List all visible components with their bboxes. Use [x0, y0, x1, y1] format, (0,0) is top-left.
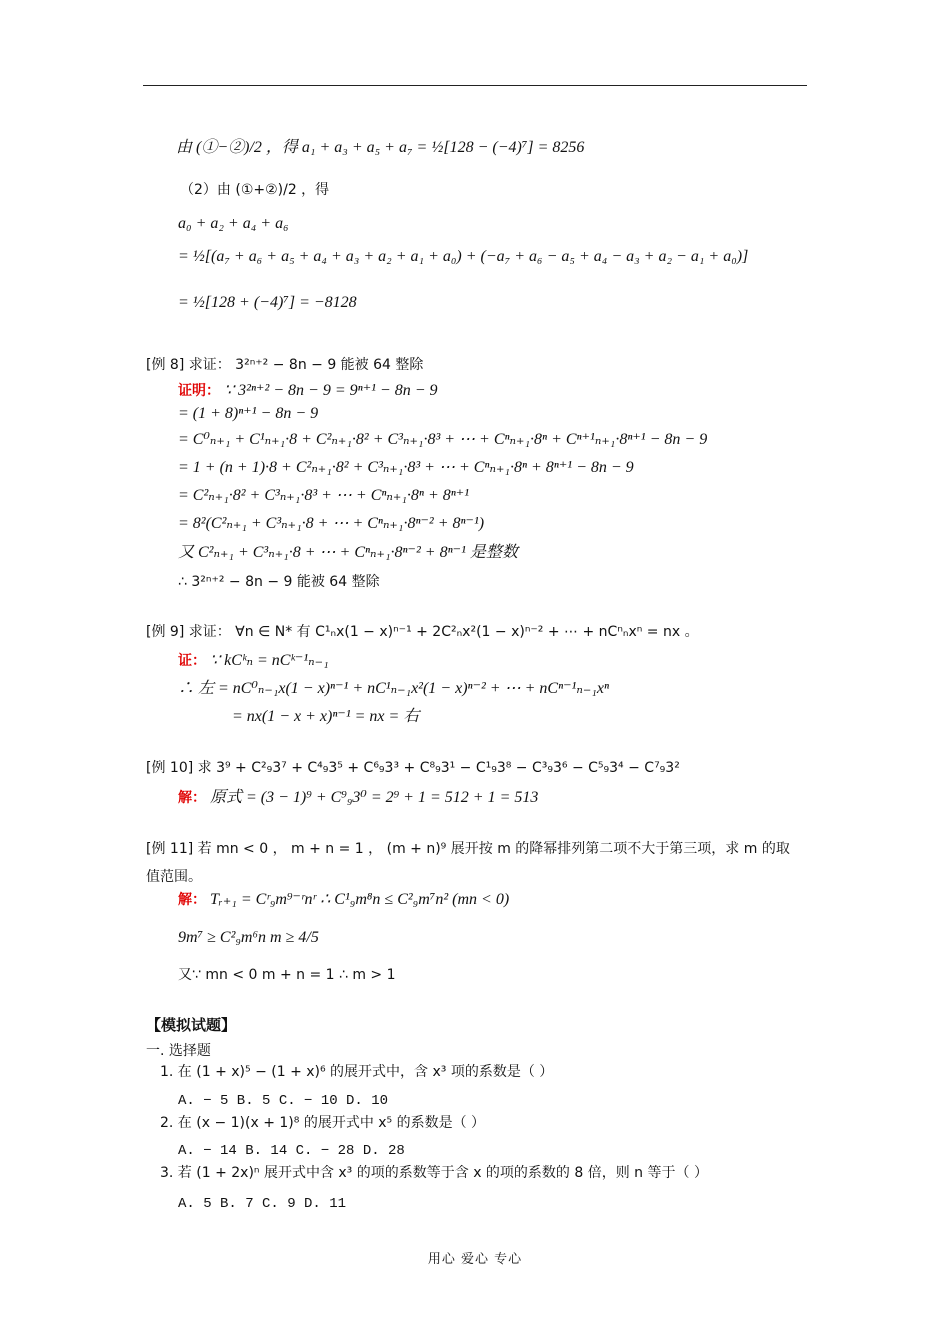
line-text: A. 5 B. 7 C. 9 D. 11	[178, 1196, 347, 1212]
line-text: a₀ + a₂ + a₄ + a₆	[178, 215, 289, 232]
doc-line-l20	[178, 787, 538, 808]
doc-line-l16	[178, 650, 329, 671]
doc-line-l18	[232, 706, 419, 727]
doc-line-l07	[178, 380, 438, 401]
line-text: 一. 选择题	[146, 1043, 211, 1059]
doc-line-l11	[178, 485, 469, 506]
doc-line-l33	[178, 1192, 346, 1214]
line-text: 由 (①−②)/2 ，得 a₁ + a₃ + a₅ + a₇ = ½[128 − (−4)⁷] = 8256	[176, 139, 585, 156]
doc-line-l12	[178, 513, 484, 534]
doc-line-l02	[180, 179, 329, 200]
line-text: 又 C²ₙ₊₁ + C³ₙ₊₁·8 + ⋯ + Cⁿₙ₊₁·8ⁿ⁻² + 8ⁿ⁻¹ 是整数	[178, 544, 518, 561]
header-rule	[143, 85, 807, 86]
doc-line-l01	[176, 137, 584, 158]
line-text: = (1 + 8)ⁿ⁺¹ − 8n − 9	[178, 405, 319, 422]
doc-line-l03	[178, 213, 289, 234]
doc-line-l17	[178, 678, 609, 699]
doc-line-l19	[146, 757, 680, 778]
line-text: ∴ 左 = nC⁰ₙ₋₁x(1 − x)ⁿ⁻¹ + nC¹ₙ₋₁x²(1 − x)ⁿ⁻² + ⋯ + nCⁿ⁻¹ₙ₋₁xⁿ	[178, 680, 609, 697]
doc-line-l27	[146, 1040, 211, 1061]
line-text: 又∵ mn < 0 m + n = 1 ∴ m > 1	[178, 967, 396, 983]
line-text: [例 9] 求证： ∀n ∈ N* 有 C¹ₙx(1 − x)ⁿ⁻¹ + 2C²ₙx²(1 − x)ⁿ⁻² + ⋯ + nCⁿₙxⁿ = nx 。	[146, 624, 699, 640]
doc-line-l06	[146, 354, 423, 375]
line-text: 解：	[178, 892, 206, 908]
line-text: = C⁰ₙ₊₁ + C¹ₙ₊₁·8 + C²ₙ₊₁·8² + C³ₙ₊₁·8³ + ⋯ + Cⁿₙ₊₁·8ⁿ + Cⁿ⁺¹ₙ₊₁·8ⁿ⁺¹ − 8n − 9	[178, 431, 708, 448]
line-text: 3. 若 (1 + 2x)ⁿ 展开式中含 x³ 的项的系数等于含 x 的项的系数的 8 倍，则 n 等于（ ）	[160, 1165, 708, 1181]
doc-line-l04	[178, 246, 748, 267]
line-text: [例 11] 若 mn < 0 ， m + n = 1 ， (m + n)⁹ 展开按 m 的降幂排列第二项不大于第三项，求 m 的取	[146, 841, 790, 857]
line-text: = 1 + (n + 1)·8 + C²ₙ₊₁·8² + C³ₙ₊₁·8³ + ⋯ + Cⁿₙ₊₁·8ⁿ + 8ⁿ⁺¹ − 8n − 9	[178, 459, 634, 476]
line-text: 1. 在 (1 + x)⁵ − (1 + x)⁶ 的展开式中，含 x³ 项的系数是（ ）	[160, 1064, 554, 1080]
line-text: A. − 5 B. 5 C. − 10 D. 10	[178, 1093, 389, 1109]
line-text: = nx(1 − x + x)ⁿ⁻¹ = nx = 右	[232, 708, 420, 725]
doc-line-l10	[178, 457, 634, 478]
doc-line-l30	[160, 1112, 485, 1133]
line-text: 【模拟试题】	[146, 1016, 237, 1034]
line-text: 值范围。	[146, 869, 202, 885]
doc-line-l21	[146, 838, 790, 859]
doc-line-l05	[178, 292, 357, 313]
doc-line-l31	[178, 1139, 405, 1161]
line-text: 解：	[178, 790, 206, 806]
line-text: = 8²(C²ₙ₊₁ + C³ₙ₊₁·8 + ⋯ + Cⁿₙ₊₁·8ⁿ⁻² + 8ⁿ⁻¹)	[178, 515, 485, 532]
doc-line-l32	[160, 1162, 708, 1183]
line-text: 证明：	[178, 383, 220, 399]
doc-line-l28	[160, 1061, 553, 1082]
doc-line-l22	[146, 866, 202, 887]
line-text: [例 10] 求 3⁹ + C²₉3⁷ + C⁴₉3⁵ + C⁶₉3³ + C⁸₉3¹ − C¹₉3⁸ − C³₉3⁶ − C⁵₉3⁴ − C⁷₉3²	[146, 760, 680, 776]
doc-line-l15	[146, 621, 699, 642]
doc-line-l23	[178, 889, 509, 910]
doc-line-l29	[178, 1089, 388, 1111]
doc-line-l26	[146, 1015, 236, 1035]
doc-line-l25	[178, 964, 396, 985]
doc-line-l14	[178, 571, 380, 592]
line-text: 证：	[178, 653, 206, 669]
line-text: = C²ₙ₊₁·8² + C³ₙ₊₁·8³ + ⋯ + Cⁿₙ₊₁·8ⁿ + 8ⁿ⁺¹	[178, 487, 470, 504]
line-text: = ½[128 + (−4)⁷] = −8128	[178, 294, 357, 311]
doc-line-l24	[178, 927, 319, 948]
line-math: Tᵣ₊₁ = Cʳ₉m⁹⁻ʳnʳ ∴ C¹₉m⁸n ≤ C²₉m⁷n² (mn < 0)	[210, 891, 510, 908]
doc-line-l09	[178, 429, 707, 450]
line-math: ∵ kCᵏₙ = nCᵏ⁻¹ₙ₋₁	[210, 652, 329, 669]
line-text: = ½[(a₇ + a₆ + a₅ + a₄ + a₃ + a₂ + a₁ + a₀) + (−a₇ + a₆ − a₅ + a₄ − a₃ + a₂ − a₁ + a₀)]	[178, 248, 749, 265]
line-text: ∴ 3²ⁿ⁺² − 8n − 9 能被 64 整除	[178, 574, 380, 590]
line-text: 2. 在 (x − 1)(x + 1)⁸ 的展开式中 x⁵ 的系数是（ ）	[160, 1115, 486, 1131]
line-math: ∵ 3²ⁿ⁺² − 8n − 9 = 9ⁿ⁺¹ − 8n − 9	[224, 382, 438, 399]
doc-line-l13	[178, 542, 518, 563]
line-math: 原式 = (3 − 1)⁹ + C⁹₉3⁰ = 2⁹ + 1 = 512 + 1 = 513	[210, 789, 539, 806]
line-text: 9m⁷ ≥ C²₉m⁶n m ≥ 4/5	[178, 929, 319, 946]
line-text: [例 8] 求证： 3²ⁿ⁺² − 8n − 9 能被 64 整除	[146, 357, 424, 373]
line-text: （2）由 (①+②)/2 ，得	[180, 182, 330, 198]
doc-line-l08	[178, 403, 318, 424]
page-footer: 用心 爱心 专心	[427, 1252, 523, 1267]
line-text: A. − 14 B. 14 C. − 28 D. 28	[178, 1143, 405, 1159]
